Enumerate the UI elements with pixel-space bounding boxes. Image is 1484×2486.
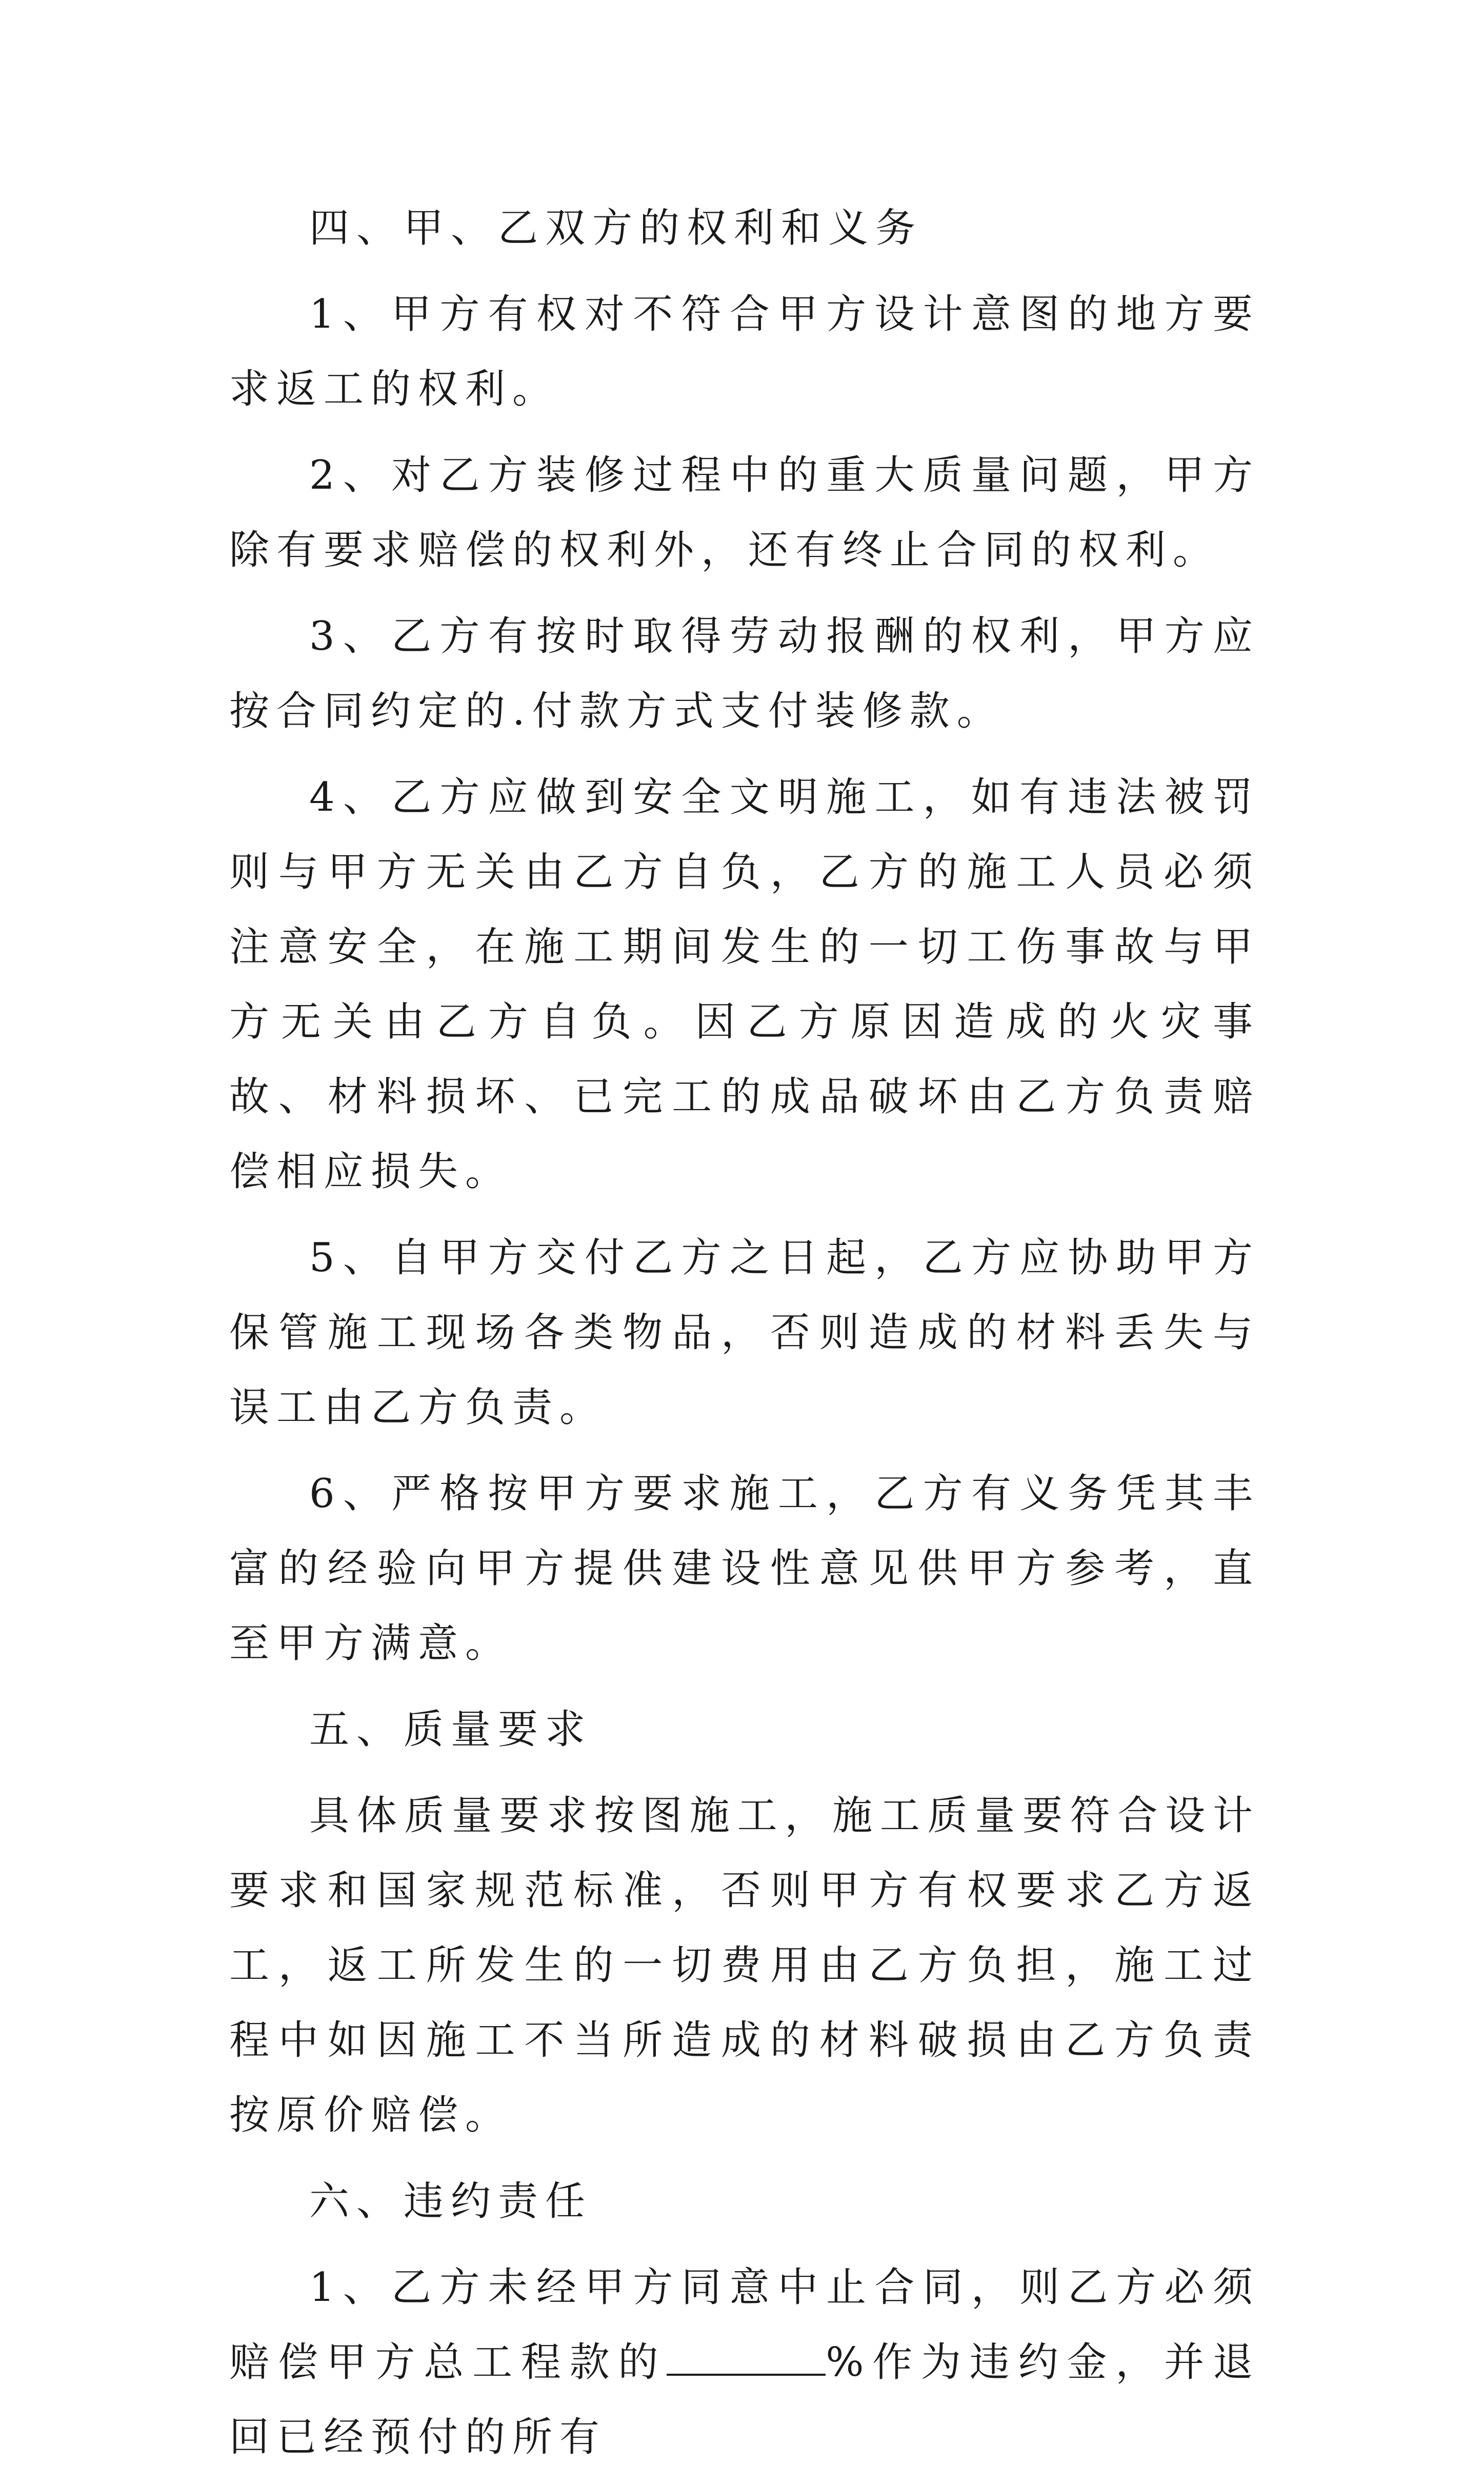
section-4-item-6: 6、严格按甲方要求施工，乙方有义务凭其丰富的经验向甲方提供建设性意见供甲方参考，直至甲方满意。 — [229, 1471, 1260, 1667]
section-5-body: 具体质量要求按图施工，施工质量要符合设计要求和国家规范标准，否则甲方有权要求乙方返工，返工所发生的一切费用由乙方负担，施工过程中如因施工不当所造成的材料破损由乙方负责按原价赔偿。 — [229, 1793, 1260, 2138]
section-4-item-3: 3、乙方有按时取得劳动报酬的权利，甲方应按合同约定的.付款方式支付装修款。 — [229, 613, 1260, 734]
document-page — [229, 191, 1260, 2486]
section-6-item-1 — [229, 2250, 1260, 2475]
section-6-item-1-text-a: 1、乙方未经甲方同意中止合同，则乙方必须赔偿甲方总工程款的 — [229, 2264, 1260, 2385]
section-4-item-1: 1、甲方有权对不符合甲方设计意图的地方要求返工的权利。 — [229, 291, 1260, 412]
percentage-blank-line — [667, 2338, 826, 2376]
section-4-item-4: 4、乙方应做到安全文明施工，如有违法被罚则与甲方无关由乙方自负，乙方的施工人员必须注意安全，在施工期间发生的一切工伤事故与甲方无关由乙方自负。因乙方原因造成的火灾事故、材料损坏、已完工的成品破坏由乙方负责赔偿相应损失。 — [229, 774, 1260, 1195]
section-6-item-1-text-b: %作为违约金，并退回已经预付的所有 — [229, 2339, 1260, 2460]
section-4-item-5: 5、自甲方交付乙方之日起，乙方应协助甲方保管施工现场各类物品，否则造成的材料丢失与误工由乙方负责。 — [229, 1235, 1260, 1431]
section-6-heading: 六、违约责任 — [309, 2178, 593, 2224]
section-4-item-2: 2、对乙方装修过程中的重大质量问题，甲方除有要求赔偿的权利外，还有终止合同的权利。 — [229, 452, 1260, 573]
section-4-heading: 四、甲、乙双方的权利和义务 — [309, 205, 923, 251]
section-5-heading: 五、质量要求 — [309, 1707, 593, 1753]
